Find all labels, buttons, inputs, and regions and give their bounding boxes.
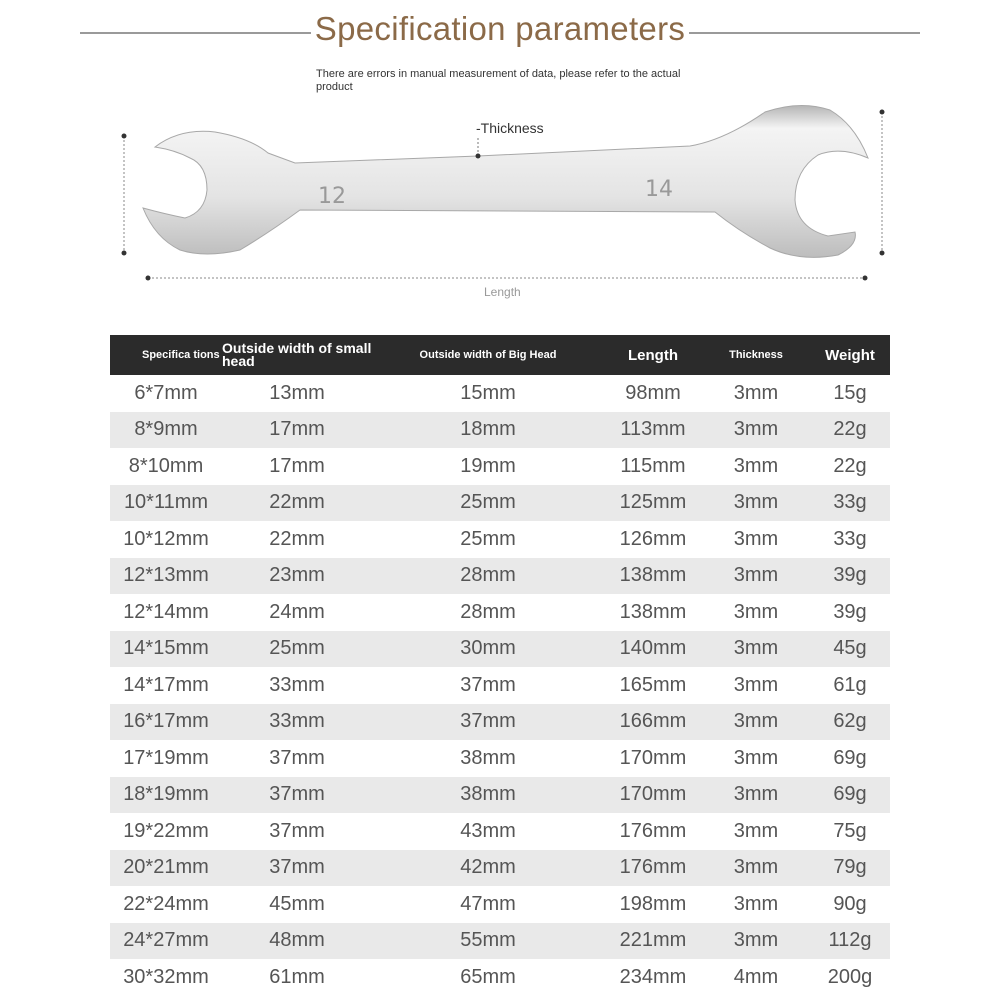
cell-big-head-width: 65mm bbox=[460, 965, 516, 988]
cell-spec: 17*19mm bbox=[123, 746, 209, 769]
cell-weight: 22g bbox=[833, 454, 867, 477]
table-row bbox=[110, 521, 890, 558]
table-row bbox=[110, 485, 890, 522]
table-row bbox=[110, 850, 890, 887]
cell-big-head-width: 55mm bbox=[372, 923, 604, 960]
header-length: Length bbox=[604, 335, 702, 375]
cell-thickness: 3mm bbox=[733, 600, 779, 623]
dim-dot bbox=[880, 251, 885, 256]
cell-weight: 39g bbox=[833, 600, 867, 623]
big-end-size: 14 bbox=[645, 177, 673, 202]
table-row bbox=[110, 959, 890, 996]
cell-length: 140mm bbox=[604, 631, 702, 668]
cell-spec: 10*11mm bbox=[110, 485, 222, 522]
table-row bbox=[110, 412, 890, 449]
dim-dot bbox=[122, 134, 127, 139]
cell-big-head-width: 30mm bbox=[372, 631, 604, 668]
cell-spec: 8*9mm bbox=[110, 412, 222, 449]
table-row bbox=[110, 704, 890, 741]
cell-thickness: 3mm bbox=[702, 704, 810, 741]
dim-dot bbox=[880, 110, 885, 115]
cell-thickness: 3mm bbox=[702, 923, 810, 960]
wrench-diagram bbox=[0, 0, 1000, 310]
cell-weight: 61g bbox=[833, 673, 867, 696]
cell-weight: 39g bbox=[810, 558, 890, 595]
cell-spec: 30*32mm bbox=[123, 965, 209, 988]
cell-thickness: 3mm bbox=[733, 381, 779, 404]
cell-spec: 16*17mm bbox=[110, 704, 222, 741]
cell-thickness: 3mm bbox=[733, 454, 779, 477]
cell-big-head-width: 38mm bbox=[372, 777, 604, 814]
dim-dot bbox=[863, 276, 868, 281]
cell-length: 115mm bbox=[620, 454, 686, 477]
cell-spec: 8*10mm bbox=[128, 454, 204, 477]
table-row bbox=[110, 923, 890, 960]
cell-thickness: 3mm bbox=[702, 412, 810, 449]
measurement-note: There are errors in manual measurement of data, please refer to the actual product bbox=[316, 68, 681, 93]
cell-small-head-width: 17mm bbox=[222, 412, 372, 449]
cell-thickness: 3mm bbox=[733, 527, 779, 550]
cell-small-head-width: 25mm bbox=[222, 631, 372, 668]
cell-small-head-width: 33mm bbox=[222, 704, 372, 741]
table-row bbox=[110, 813, 890, 850]
cell-weight: 33g bbox=[833, 527, 867, 550]
cell-spec: 12*14mm bbox=[123, 600, 209, 623]
dim-dot bbox=[146, 276, 151, 281]
cell-thickness: 3mm bbox=[702, 777, 810, 814]
cell-weight: 33g bbox=[810, 485, 890, 522]
cell-thickness: 3mm bbox=[702, 485, 810, 522]
table-row bbox=[110, 558, 890, 595]
cell-weight: 75g bbox=[833, 819, 867, 842]
cell-thickness: 3mm bbox=[733, 892, 779, 915]
cell-small-head-width: 13mm bbox=[269, 381, 325, 404]
cell-small-head-width: 22mm bbox=[269, 527, 325, 550]
cell-length: 125mm bbox=[604, 485, 702, 522]
cell-small-head-width: 23mm bbox=[222, 558, 372, 595]
cell-length: 221mm bbox=[604, 923, 702, 960]
cell-small-head-width: 37mm bbox=[222, 777, 372, 814]
table-row bbox=[110, 667, 890, 704]
cell-weight: 79g bbox=[810, 850, 890, 887]
cell-big-head-width: 42mm bbox=[372, 850, 604, 887]
cell-spec: 12*13mm bbox=[110, 558, 222, 595]
header-specifications: Specifica tions bbox=[110, 335, 222, 375]
cell-big-head-width: 19mm bbox=[460, 454, 516, 477]
cell-weight: 69g bbox=[833, 746, 867, 769]
cell-big-head-width: 25mm bbox=[372, 485, 604, 522]
cell-thickness: 3mm bbox=[733, 673, 779, 696]
cell-length: 176mm bbox=[604, 850, 702, 887]
cell-length: 166mm bbox=[604, 704, 702, 741]
cell-big-head-width: 15mm bbox=[460, 381, 516, 404]
cell-small-head-width: 33mm bbox=[269, 673, 325, 696]
cell-big-head-width: 37mm bbox=[372, 704, 604, 741]
cell-length: 98mm bbox=[625, 381, 681, 404]
cell-length: 198mm bbox=[619, 892, 687, 915]
cell-small-head-width: 17mm bbox=[269, 454, 325, 477]
table-row bbox=[110, 886, 890, 923]
cell-spec: 20*21mm bbox=[110, 850, 222, 887]
table-row bbox=[110, 740, 890, 777]
cell-small-head-width: 37mm bbox=[269, 746, 325, 769]
cell-thickness: 3mm bbox=[733, 819, 779, 842]
cell-spec: 14*17mm bbox=[123, 673, 209, 696]
cell-spec: 14*15mm bbox=[110, 631, 222, 668]
table-row bbox=[110, 631, 890, 668]
header-big-head-width: Outside width of Big Head bbox=[372, 335, 604, 375]
thickness-label: -Thickness bbox=[476, 120, 544, 136]
cell-big-head-width: 37mm bbox=[460, 673, 516, 696]
spec-table bbox=[110, 335, 890, 996]
cell-weight: 22g bbox=[810, 412, 890, 449]
cell-big-head-width: 47mm bbox=[460, 892, 516, 915]
cell-weight: 69g bbox=[810, 777, 890, 814]
cell-big-head-width: 25mm bbox=[460, 527, 516, 550]
cell-big-head-width: 18mm bbox=[372, 412, 604, 449]
cell-weight: 62g bbox=[810, 704, 890, 741]
table-row bbox=[110, 777, 890, 814]
header-weight: Weight bbox=[810, 335, 890, 375]
dim-dot bbox=[122, 251, 127, 256]
cell-thickness: 4mm bbox=[733, 965, 779, 988]
table-header-row bbox=[110, 335, 890, 375]
cell-length: 170mm bbox=[604, 777, 702, 814]
cell-length: 234mm bbox=[619, 965, 687, 988]
cell-small-head-width: 61mm bbox=[269, 965, 325, 988]
page-title: Specification parameters bbox=[0, 10, 1000, 48]
cell-thickness: 3mm bbox=[702, 631, 810, 668]
cell-weight: 112g bbox=[810, 923, 890, 960]
cell-big-head-width: 38mm bbox=[460, 746, 516, 769]
table-row bbox=[110, 594, 890, 631]
cell-thickness: 3mm bbox=[733, 746, 779, 769]
cell-small-head-width: 48mm bbox=[222, 923, 372, 960]
cell-length: 176mm bbox=[619, 819, 687, 842]
cell-spec: 22*24mm bbox=[123, 892, 209, 915]
length-label: Length bbox=[484, 285, 521, 299]
thickness-dot bbox=[476, 154, 481, 159]
cell-spec: 18*19mm bbox=[110, 777, 222, 814]
cell-small-head-width: 22mm bbox=[222, 485, 372, 522]
cell-length: 126mm bbox=[619, 527, 687, 550]
cell-small-head-width: 45mm bbox=[269, 892, 325, 915]
cell-small-head-width: 37mm bbox=[222, 850, 372, 887]
cell-length: 138mm bbox=[604, 558, 702, 595]
header-small-head-width: Outside width of small head bbox=[222, 335, 372, 375]
cell-length: 165mm bbox=[619, 673, 687, 696]
cell-spec: 10*12mm bbox=[123, 527, 209, 550]
cell-weight: 200g bbox=[827, 965, 873, 988]
cell-thickness: 3mm bbox=[702, 850, 810, 887]
cell-length: 138mm bbox=[619, 600, 687, 623]
cell-spec: 6*7mm bbox=[134, 381, 198, 404]
table-row bbox=[110, 448, 890, 485]
cell-spec: 24*27mm bbox=[110, 923, 222, 960]
cell-spec: 19*22mm bbox=[123, 819, 209, 842]
table-row bbox=[110, 375, 890, 412]
cell-small-head-width: 37mm bbox=[269, 819, 325, 842]
cell-small-head-width: 24mm bbox=[269, 600, 325, 623]
header-thickness: Thickness bbox=[702, 335, 810, 375]
cell-weight: 15g bbox=[833, 381, 867, 404]
cell-big-head-width: 28mm bbox=[372, 558, 604, 595]
cell-thickness: 3mm bbox=[702, 558, 810, 595]
cell-length: 170mm bbox=[619, 746, 687, 769]
cell-big-head-width: 28mm bbox=[460, 600, 516, 623]
cell-weight: 45g bbox=[810, 631, 890, 668]
cell-weight: 90g bbox=[833, 892, 867, 915]
cell-length: 113mm bbox=[604, 412, 702, 449]
cell-big-head-width: 43mm bbox=[460, 819, 516, 842]
small-end-size: 12 bbox=[318, 184, 346, 209]
